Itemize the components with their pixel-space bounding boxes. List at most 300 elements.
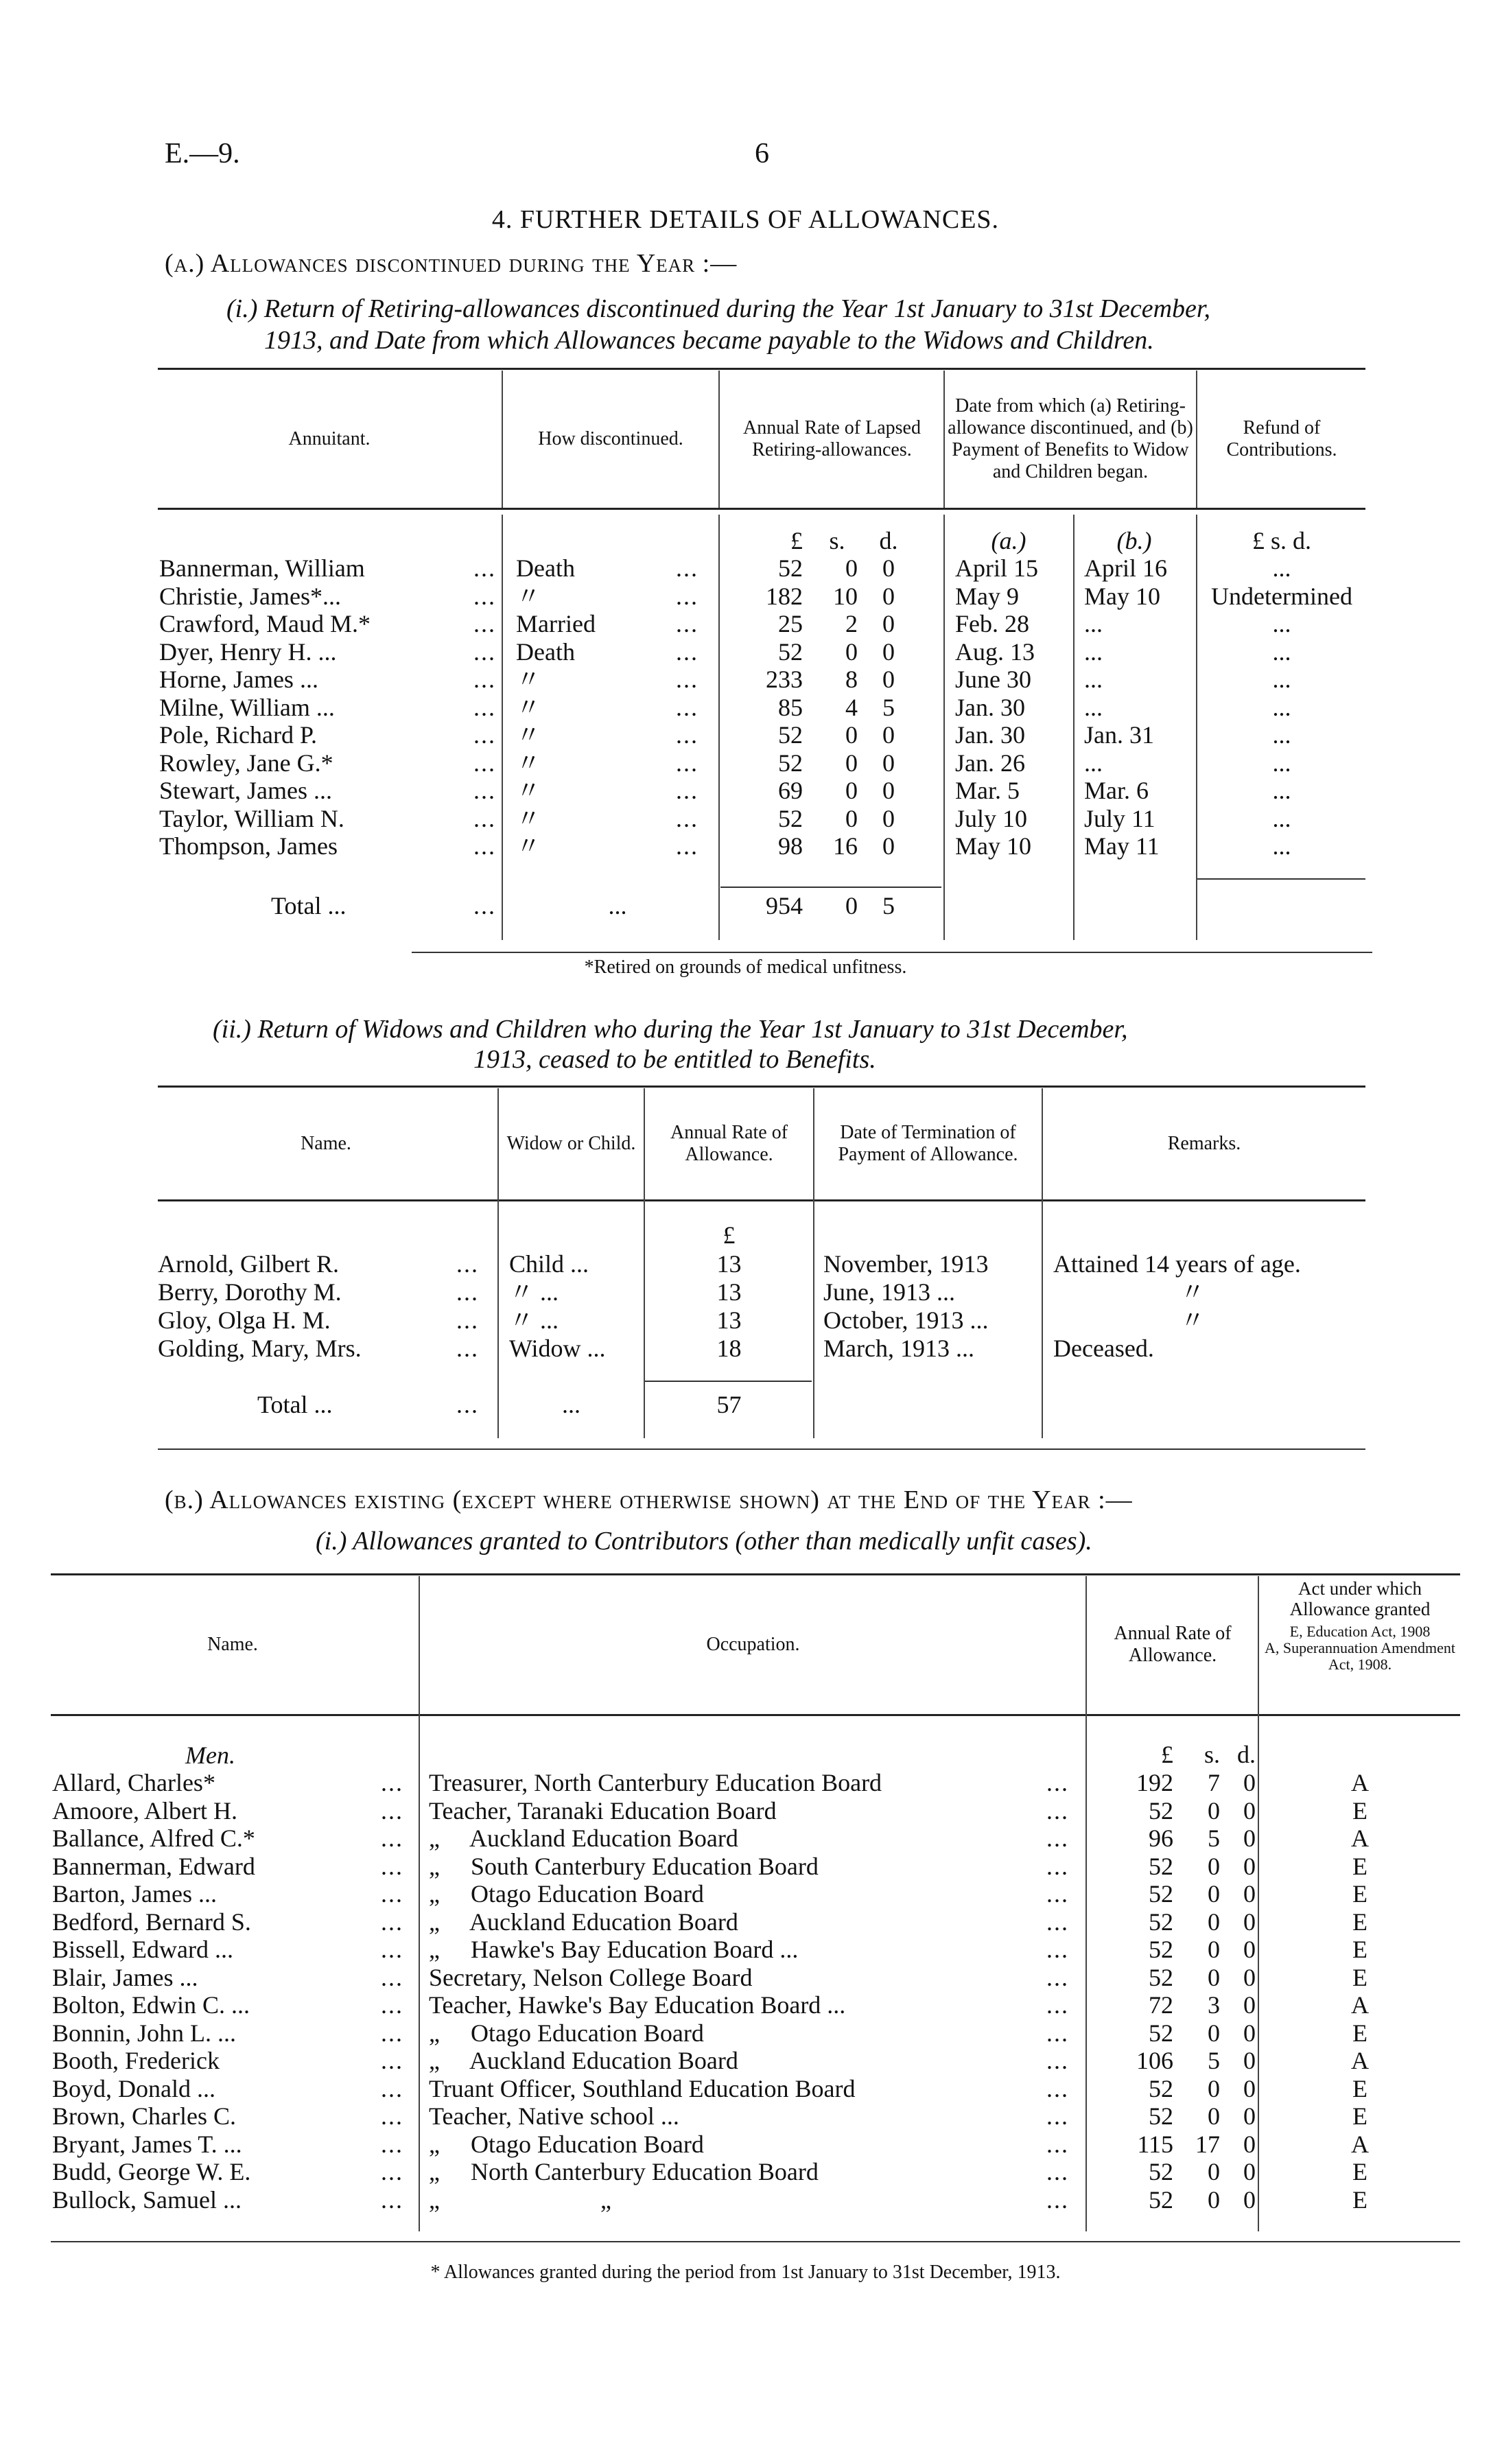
occupation: Truant Officer, Southland Education Board [429,2074,856,2102]
header-act-title: Act under which Allowance granted [1289,1578,1431,1619]
rate-pence: 0 [1243,1963,1256,1991]
occupation: „ Hawke's Bay Education Board ... [429,1936,799,1963]
rate-shillings: 0 [1208,2074,1220,2102]
leader-dots: ... [676,749,698,777]
how-discontinued: Death [516,637,575,666]
annuitant-name: Crawford, Maud M.* [159,610,371,637]
total-pounds: 954 [766,892,803,919]
header-act-e: E, Education Act, 1908 [1289,1623,1431,1640]
date-a: Jan. 30 [955,693,1025,721]
rate-pounds: 192 [1136,1769,1173,1796]
rate-pounds: 52 [778,637,803,666]
how-discontinued: 〃 [516,804,541,832]
unit-pounds: £ [790,527,803,554]
date-b: July 11 [1084,804,1155,832]
subsection-ii-title-line2: 1913, ceased to be entitled to Benefits. [473,1045,876,1074]
table-row [0,1908,1491,1936]
header-occupation: Occupation. [706,1634,800,1655]
rate-pounds: 52 [1149,2158,1173,2185]
act-code: A [1351,1824,1369,1852]
name: Arnold, Gilbert R. [158,1250,339,1278]
refund: ... [1272,721,1291,749]
rate-shillings: 0 [1208,2185,1220,2214]
date-a: July 10 [955,804,1028,832]
date-b: ... [1084,749,1103,777]
rate-pounds: 52 [1149,1908,1173,1936]
date-b: Mar. 6 [1084,777,1149,804]
leader-dots: ... [381,1769,403,1796]
widow-or-child: 〃 ... [509,1306,559,1334]
annuitant-name: Taylor, William N. [159,804,344,832]
leader-dots: ... [473,721,496,749]
table-row [0,1769,1491,1796]
unit-pounds: £ [723,1221,736,1249]
table-row [0,2131,1491,2158]
header-annuitant: Annuitant. [288,428,371,449]
leader-dots: ... [381,1796,403,1824]
leader-dots: ... [456,1335,479,1362]
leader-dots: ... [381,1852,403,1880]
termination-date: October, 1913 ... [823,1306,989,1334]
unit-pence: d. [879,527,898,554]
date-b: May 11 [1084,832,1160,860]
occupation: Teacher, Hawke's Bay Education Board ... [429,1991,846,2019]
how-discontinued: 〃 [516,693,541,721]
rate-shillings: 0 [845,777,858,804]
rate-pounds: 25 [778,610,803,637]
name: Barton, James ... [52,1880,217,1908]
refund: ... [1272,610,1291,637]
annuitant-name: Stewart, James ... [159,777,332,804]
refund: ... [1272,804,1291,832]
table-row [0,1991,1491,2019]
rate-shillings: 0 [1208,2102,1220,2130]
rate-pounds: 115 [1137,2130,1173,2158]
rate-pence: 0 [1243,2158,1256,2185]
rate-pence: 0 [1243,1880,1256,1908]
annual-rate: 13 [716,1306,742,1334]
leader-dots: ... [473,693,496,721]
rate-pence: 0 [1243,1908,1256,1936]
header-refund: Refund of Contributions. [1226,417,1337,460]
rate-pence: 5 [882,693,895,721]
occupation: „ Otago Education Board [429,1880,704,1908]
total-rate: 57 [716,1391,742,1418]
leader-dots: ... [1046,2074,1069,2102]
date-a: April 15 [955,554,1038,582]
rate-pence: 0 [882,637,895,666]
name: Golding, Mary, Mrs. [158,1335,362,1362]
section-b-heading: (b.) Allowances existing (except where otherwise shown) at the End of the Year :— [165,1486,1133,1514]
annuitant-name: Bannerman, William [159,554,365,582]
occupation: Teacher, Taranaki Education Board [429,1796,777,1824]
occupation: Teacher, Native school ... [429,2102,679,2130]
rate-pounds: 98 [778,832,803,860]
rate-pounds: 233 [766,666,803,693]
date-a: Aug. 13 [955,637,1035,666]
rate-pence: 0 [1243,2185,1256,2214]
subsection-ii-title-line1: (ii.) Return of Widows and Children who during the Year 1st January to 31st December, [213,1015,1128,1044]
leader-dots: ... [381,1991,403,2019]
rate-pounds: 52 [1149,1963,1173,1991]
rate-shillings: 7 [1208,1769,1220,1796]
rate-shillings: 0 [1208,1880,1220,1908]
header-act-a: A, Superannuation Amendment Act, 1908. [1264,1639,1455,1673]
total-shillings: 0 [845,892,858,919]
rate-pence: 0 [882,832,895,860]
total-label: Total ... [257,1391,333,1418]
unit-refund: £ s. d. [1252,527,1311,554]
name: Allard, Charles* [52,1769,215,1796]
header-annual-rate: Annual Rate of Allowance. [670,1122,788,1165]
act-code: E [1352,1852,1367,1880]
leader-dots: ... [1046,1908,1069,1936]
termination-date: March, 1913 ... [823,1335,974,1362]
annuitant-name: Rowley, Jane G.* [159,749,333,777]
page-title: 4. FURTHER DETAILS OF ALLOWANCES. [491,205,1000,234]
rate-shillings: 4 [845,693,858,721]
table-row [0,2019,1491,2047]
rate-shillings: 0 [1208,1936,1220,1963]
date-a: May 10 [955,832,1031,860]
date-a: June 30 [955,666,1031,693]
date-b: May 10 [1084,582,1160,610]
rate-pence: 0 [1243,2047,1256,2074]
leader-dots: ... [473,666,496,693]
how-discontinued: Death [516,554,575,582]
rate-pounds: 72 [1149,1991,1173,2019]
unit-shillings: s. [829,527,845,554]
leader-dots: ... [381,1880,403,1908]
leader-dots: ... [456,1391,479,1418]
leader-dots: ... [676,582,698,610]
footnote-allowances: * Allowances granted during the period from 1st January to 31st December, 1913. [430,2262,1061,2283]
rate-pence: 0 [882,554,895,582]
leader-dots: ... [1046,2019,1069,2047]
rate-pence: 0 [1243,1824,1256,1852]
leader-dots: ... [473,804,496,832]
leader-dots: ... [1046,2158,1069,2185]
act-code: A [1351,1769,1369,1796]
header-name: Name. [207,1634,258,1655]
refund: ... [1272,637,1291,666]
annuitant-name: Horne, James ... [159,666,318,693]
rate-shillings: 0 [845,804,858,832]
name: Budd, George W. E. [52,2158,251,2185]
leader-dots: ... [381,2102,403,2130]
name: Bissell, Edward ... [52,1936,233,1963]
leader-dots: ... [381,2185,403,2214]
leader-dots: ... [473,777,496,804]
date-a: Jan. 26 [955,749,1025,777]
rate-shillings: 0 [1208,2019,1220,2047]
how-discontinued: 〃 [516,832,541,860]
table-row [0,2075,1491,2102]
rate-pounds: 52 [1149,1852,1173,1880]
name: Bryant, James T. ... [52,2130,242,2158]
leader-dots: ... [676,832,698,860]
refund: ... [1272,777,1291,804]
act-code: A [1351,1991,1369,2019]
leader-dots: ... [381,1908,403,1936]
rate-shillings: 2 [845,610,858,637]
name: Bonnin, John L. ... [52,2019,237,2047]
subsection-i-title-line2: 1913, and Date from which Allowances became payable to the Widows and Children. [264,326,1154,355]
leader-dots: ... [1046,1880,1069,1908]
leader-dots: ... [381,1936,403,1963]
leader-dots: ... [381,1963,403,1991]
leader-dots: ... [1046,1991,1069,2019]
refund: ... [1272,832,1291,860]
refund: ... [1272,554,1291,582]
leader-dots: ... [473,610,496,637]
rate-shillings: 10 [833,582,858,610]
rate-pence: 0 [1243,2130,1256,2158]
leader-dots: ... [381,1824,403,1852]
remarks: 〃 [1180,1278,1206,1306]
leader-dots: ... [676,721,698,749]
remarks: Deceased. [1053,1335,1154,1362]
rate-shillings: 16 [833,832,858,860]
occupation: „ Otago Education Board [429,2019,704,2047]
leader-dots: ... [473,637,496,666]
rate-pounds: 182 [766,582,803,610]
how-discontinued: Married [516,610,596,637]
rate-pence: 0 [1243,1936,1256,1963]
unit-b: (b.) [1116,527,1152,554]
occupation: „ „ [429,2185,611,2214]
leader-dots: ... [473,582,496,610]
rate-pence: 0 [1243,1852,1256,1880]
page-number: 6 [755,138,769,169]
unit-a: (a.) [991,527,1026,554]
leader-dots: ... [676,666,698,693]
rate-pounds: 52 [1149,1880,1173,1908]
rate-pence: 0 [1243,1769,1256,1796]
rate-pence: 0 [882,804,895,832]
units-row [0,1741,1491,1768]
how-discontinued: 〃 [516,777,541,804]
act-code: E [1352,1880,1367,1908]
refund: ... [1272,749,1291,777]
rate-pounds: 52 [778,804,803,832]
rate-shillings: 3 [1208,1991,1220,2019]
table-row [0,1880,1491,1908]
leader-dots: ... [1046,1769,1069,1796]
rate-pounds: 52 [778,749,803,777]
table-row [0,1936,1491,1963]
table-row [0,2047,1491,2074]
annual-rate: 13 [716,1250,742,1278]
rate-pounds: 52 [1149,2074,1173,2102]
rate-pence: 0 [882,610,895,637]
name: Bannerman, Edward [52,1852,255,1880]
rate-pence: 0 [1243,1796,1256,1824]
leader-dots: ... [1046,1796,1069,1824]
total-label: Total ... [271,892,347,919]
leader-dots: ... [473,554,496,582]
name: Gloy, Olga H. M. [158,1306,331,1334]
leader-dots: ... [1046,1936,1069,1963]
name: Bullock, Samuel ... [52,2185,242,2214]
leader-dots: ... [473,892,496,919]
table-row [0,2102,1491,2130]
table-row [0,1964,1491,1991]
occupation: Treasurer, North Canterbury Education Board [429,1769,882,1796]
act-code: E [1352,2074,1367,2102]
widow-or-child: 〃 ... [509,1278,559,1306]
occupation: „ Auckland Education Board [429,1908,738,1936]
name: Berry, Dorothy M. [158,1278,342,1306]
act-code: E [1352,2158,1367,2185]
act-code: E [1352,1963,1367,1991]
leader-dots: ... [1046,1963,1069,1991]
date-a: May 9 [955,582,1019,610]
name: Bedford, Bernard S. [52,1908,251,1936]
occupation: „ Auckland Education Board [429,2047,738,2074]
rate-pounds: 85 [778,693,803,721]
leader-dots: ... [676,637,698,666]
rate-shillings: 0 [1208,1796,1220,1824]
leader-dots: ... [676,554,698,582]
unit-pence: d. [1237,1741,1256,1768]
act-code: E [1352,1796,1367,1824]
widow-or-child: Widow ... [509,1335,606,1362]
leader-dots: ... [456,1306,479,1334]
header-annual-rate: Annual Rate of Lapsed Retiring-allowances. [743,417,921,460]
rate-pence: 0 [1243,2074,1256,2102]
refund: Undetermined [1211,582,1352,610]
footnote-medical: *Retired on grounds of medical unfitness. [584,957,907,978]
leader-dots: ... [381,2047,403,2074]
how-discontinued: 〃 [516,666,541,693]
rate-shillings: 0 [1208,1908,1220,1936]
unit-shillings: s. [1204,1741,1220,1768]
act-code: E [1352,2102,1367,2130]
name: Amoore, Albert H. [52,1796,237,1824]
leader-dots: ... [456,1250,479,1278]
date-b: April 16 [1084,554,1167,582]
leader-dots: ... [676,804,698,832]
date-b: ... [1084,666,1103,693]
table-row [0,2186,1491,2214]
leader-dots: ... [381,2019,403,2047]
leader-dots: ... [1046,2130,1069,2158]
date-b: ... [1084,610,1103,637]
termination-date: November, 1913 [823,1250,989,1278]
header-name: Name. [301,1133,351,1154]
date-a: Feb. 28 [955,610,1029,637]
subsection-b-i-title: (i.) Allowances granted to Contributors (other than medically unfit cases). [316,1527,1092,1556]
name: Blair, James ... [52,1963,198,1991]
group-label-men: Men. [185,1741,235,1769]
annuitant-name: Milne, William ... [159,693,335,721]
rate-pence: 0 [1243,2102,1256,2130]
rate-shillings: 17 [1195,2130,1220,2158]
date-b: Jan. 31 [1084,721,1154,749]
leader-dots: ... [1046,2047,1069,2074]
date-a: Jan. 30 [955,721,1025,749]
act-code: E [1352,1908,1367,1936]
occupation: „ Auckland Education Board [429,1824,738,1852]
leader-dots: ... [456,1278,479,1306]
leader-dots: ... [1046,2185,1069,2214]
name: Brown, Charles C. [52,2102,236,2130]
refund: ... [1272,666,1291,693]
rate-pence: 0 [882,666,895,693]
leader-dots: ... [676,693,698,721]
occupation: Secretary, Nelson College Board [429,1963,753,1991]
occupation: „ North Canterbury Education Board [429,2158,819,2185]
table-row [0,1824,1491,1852]
annuitant-name: Pole, Richard P. [159,721,317,749]
date-a: Mar. 5 [955,777,1020,804]
total-widow: ... [562,1391,580,1418]
how-discontinued: 〃 [516,582,541,610]
leader-dots: ... [1046,2102,1069,2130]
total-pence: 5 [882,892,895,919]
rate-pounds: 52 [1149,2102,1173,2130]
rate-shillings: 0 [845,749,858,777]
table-row [0,1797,1491,1824]
rate-pence: 0 [1243,1991,1256,2019]
date-b: ... [1084,693,1103,721]
leader-dots: ... [381,2130,403,2158]
leader-dots: ... [381,2074,403,2102]
annual-rate: 18 [716,1335,742,1362]
table-row [0,2158,1491,2185]
section-a-heading: (a.) Allowances discontinued during the Year :— [165,249,738,278]
table-row [0,1853,1491,1880]
header-act [1260,1578,1460,1673]
annuitant-name: Dyer, Henry H. ... [159,637,337,666]
rate-pence: 0 [882,777,895,804]
header-remarks: Remarks. [1167,1133,1241,1154]
act-code: A [1351,2130,1369,2158]
refund: ... [1272,693,1291,721]
rate-pounds: 96 [1149,1824,1173,1852]
occupation: „ Otago Education Board [429,2130,704,2158]
rate-pence: 0 [1243,2019,1256,2047]
leader-dots: ... [473,832,496,860]
widow-or-child: Child ... [509,1250,589,1278]
how-discontinued: 〃 [516,721,541,749]
act-code: E [1352,2019,1367,2047]
header-date-termination: Date of Termination of Payment of Allowance. [838,1122,1018,1165]
rate-pounds: 52 [1149,2019,1173,2047]
rate-pounds: 52 [1149,1936,1173,1963]
rate-pounds: 69 [778,777,803,804]
remarks: 〃 [1180,1306,1206,1334]
act-code: E [1352,1936,1367,1963]
date-b: ... [1084,637,1103,666]
rate-pounds: 52 [1149,1796,1173,1824]
rate-shillings: 0 [845,721,858,749]
annuitant-name: Thompson, James [159,832,338,860]
unit-pounds: £ [1161,1741,1173,1768]
leader-dots: ... [473,749,496,777]
act-code: E [1352,2185,1367,2214]
act-code: A [1351,2047,1369,2074]
occupation: „ South Canterbury Education Board [429,1852,819,1880]
leader-dots: ... [381,2158,403,2185]
header-how-discontinued: How discontinued. [538,428,683,449]
how-discontinued: 〃 [516,749,541,777]
name: Booth, Frederick [52,2047,220,2074]
rate-shillings: 0 [845,637,858,666]
rate-pounds: 52 [1149,2185,1173,2214]
document-reference: E.—9. [165,138,240,169]
